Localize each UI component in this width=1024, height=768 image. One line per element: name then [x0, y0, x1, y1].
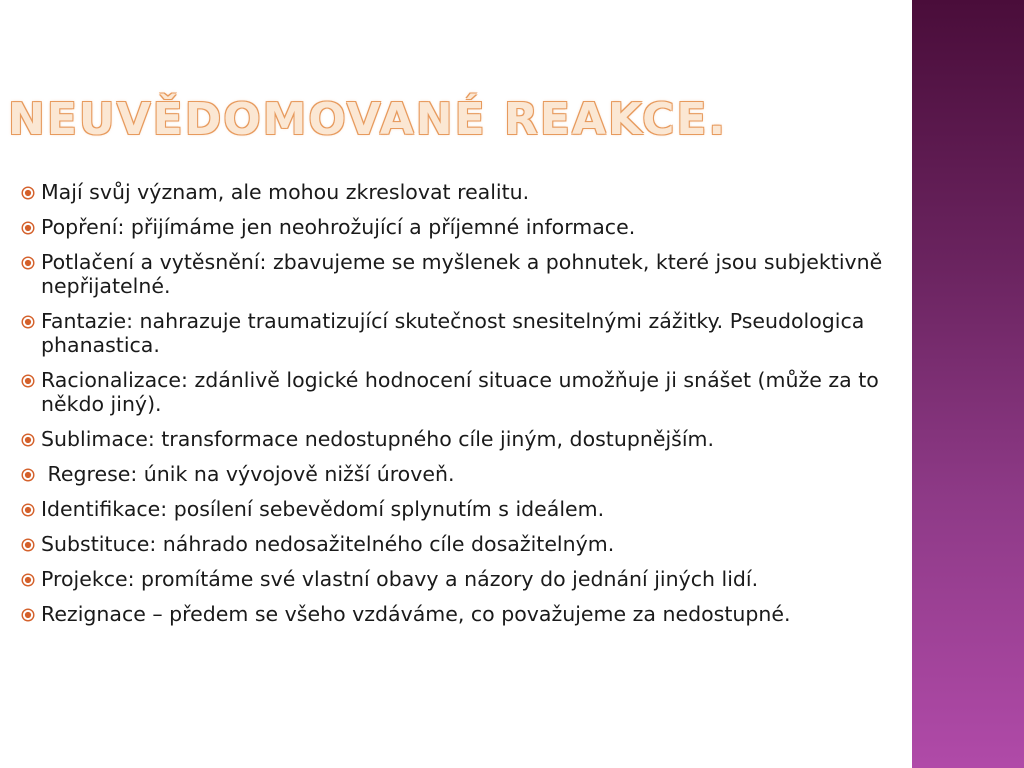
- list-item: [20, 462, 900, 486]
- bullet-text: Racionalizace: zdánlivě logické hodnocení situace umožňuje ji snášet (může za to někdo jiný).: [41, 368, 879, 416]
- list-item: [20, 602, 900, 626]
- bullet-text: Regrese: únik na vývojově nižší úroveň.: [41, 462, 455, 486]
- list-item: [20, 309, 900, 357]
- list-item: [20, 368, 900, 416]
- bullet-text: Fantazie: nahrazuje traumatizující skutečnost snesitelnými zážitky. Pseudologica phanastica.: [41, 309, 865, 357]
- decorative-side-band: [912, 0, 1024, 768]
- list-item: [20, 427, 900, 451]
- bullet-text: Sublimace: transformace nedostupného cíle jiným, dostupnějším.: [41, 427, 714, 451]
- bullet-text: Popření: přijímáme jen neohrožující a příjemné informace.: [41, 215, 636, 239]
- list-item: [20, 250, 900, 298]
- bullet-circle-icon: [21, 221, 35, 235]
- bullet-circle-icon: [21, 256, 35, 270]
- bullet-circle-icon: [21, 186, 35, 200]
- bullet-text: Rezignace – předem se všeho vzdáváme, co považujeme za nedostupné.: [41, 602, 791, 626]
- bullet-circle-icon: [21, 503, 35, 517]
- slide-title: NEUVĚDOMOVANÉ REAKCE.: [8, 94, 728, 145]
- bullet-circle-icon: [21, 608, 35, 622]
- bullet-list: [20, 180, 900, 637]
- bullet-circle-icon: [21, 374, 35, 388]
- bullet-circle-icon: [21, 315, 35, 329]
- bullet-text: Mají svůj význam, ale mohou zkreslovat realitu.: [41, 180, 530, 204]
- bullet-text: Projekce: promítáme své vlastní obavy a názory do jednání jiných lidí.: [41, 567, 759, 591]
- list-item: [20, 497, 900, 521]
- bullet-text: Substituce: náhrado nedosažitelného cíle dosažitelným.: [41, 532, 615, 556]
- bullet-text: Identifikace: posílení sebevědomí splynutím s ideálem.: [41, 497, 605, 521]
- bullet-circle-icon: [21, 433, 35, 447]
- bullet-circle-icon: [21, 468, 35, 482]
- bullet-text: Potlačení a vytěsnění: zbavujeme se myšlenek a pohnutek, které jsou subjektivně nepřijatelné.: [41, 250, 883, 298]
- list-item: [20, 532, 900, 556]
- list-item: [20, 567, 900, 591]
- bullet-circle-icon: [21, 573, 35, 587]
- list-item: [20, 180, 900, 204]
- bullet-circle-icon: [21, 538, 35, 552]
- list-item: [20, 215, 900, 239]
